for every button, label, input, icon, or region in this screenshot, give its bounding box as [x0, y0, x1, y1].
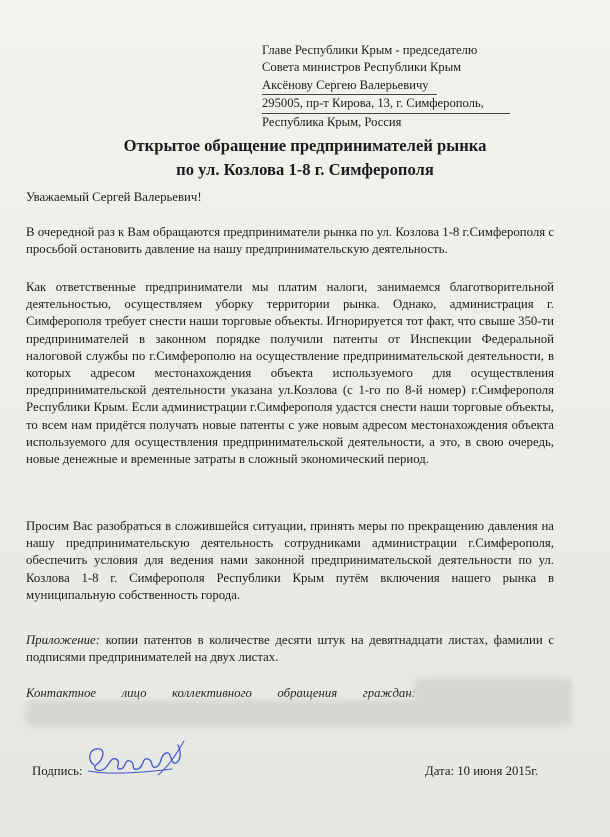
body-paragraph-3: Просим Вас разобраться в сложившейся ситуации, принять меры по прекращению давления на нашу предпринимательскую деятельность сотрудниками администрации г.Симферополя, обеспечить условия для ведения нами законной предпринимательской деятельности по ул. Козлова 1-8 г. Симферополя Республики Крым путём включения нашего рынка в муниципальную собственность города.: [26, 519, 554, 602]
addressee-line: Главе Республики Крым - председателю: [262, 43, 478, 57]
signature-label: Подпись:: [32, 764, 83, 778]
addressee-address: 295005, пр-т Кирова, 13, г. Симферополь,: [262, 95, 510, 113]
title-line: Открытое обращение предпринимателей рынка: [123, 136, 487, 155]
redacted-contact-name: [418, 682, 568, 702]
contact-word: лицо: [121, 686, 147, 700]
addressee-name: Аксёнову Сергею Валерьевичу: [262, 77, 437, 95]
contact-word: Контактное: [26, 686, 97, 700]
contact-word: обращения: [277, 686, 338, 700]
attachment-paragraph: [26, 632, 554, 666]
contact-person-line: [26, 686, 416, 701]
title-line: по ул. Козлова 1-8 г. Симферополя: [176, 160, 434, 179]
letter-title: [0, 134, 610, 182]
redacted-contact-details: [30, 704, 568, 722]
attachment-label: Приложение:: [26, 633, 100, 647]
greeting: Уважаемый Сергей Валерьевич!: [26, 190, 202, 204]
addressee-block: [262, 42, 562, 131]
contact-word: граждан:: [362, 686, 416, 700]
addressee-line: Совета министров Республики Крым: [262, 60, 462, 75]
contact-word: коллективного: [172, 686, 252, 700]
handwritten-signature: [80, 735, 190, 783]
attachment-text: копии патентов в количестве десяти штук на девятнадцати листах, фамилии с подписями предпринимателей на двух листах.: [26, 633, 554, 665]
letter-date: Дата: 10 июня 2015г.: [425, 764, 539, 778]
addressee-line: Республика Крым, Россия: [262, 114, 402, 129]
body-paragraph-2: Как ответственные предприниматели мы платим налоги, занимаемся благотворительной деятельностью, осуществляем уборку территории рынка. Однако, администрация г. Симферополя требует снести наши торговые объекты. Игнорируется тот факт, что свыше 350-ти предпринимателей в законном порядке получили патенты от Инспекции Федеральной налоговой службы по г.Симферополю на осуществление предпринимательской деятельности, в которых адресом местонахождения объекта используемого для осуществления предпринимательской деятельности указана ул.Козлова (с 1-го по 8-й номер) г.Симферополя Республики Крым. Если администрации г.Симферополя удастся снести наши торговые объекты, то всем нам придётся получать новые патенты с уже новым адресом местонахождения объекта используемого для осуществления предпринимательской деятельности, а это, в свою очередь, новые денежные и временные затраты в сложный экономический период.: [26, 280, 554, 467]
body-paragraph-1: В очередной раз к Вам обращаются предприниматели рынка по ул. Козлова 1-8 г.Симферополя с просьбой остановить давление на нашу предпринимательскую деятельность.: [26, 225, 554, 257]
